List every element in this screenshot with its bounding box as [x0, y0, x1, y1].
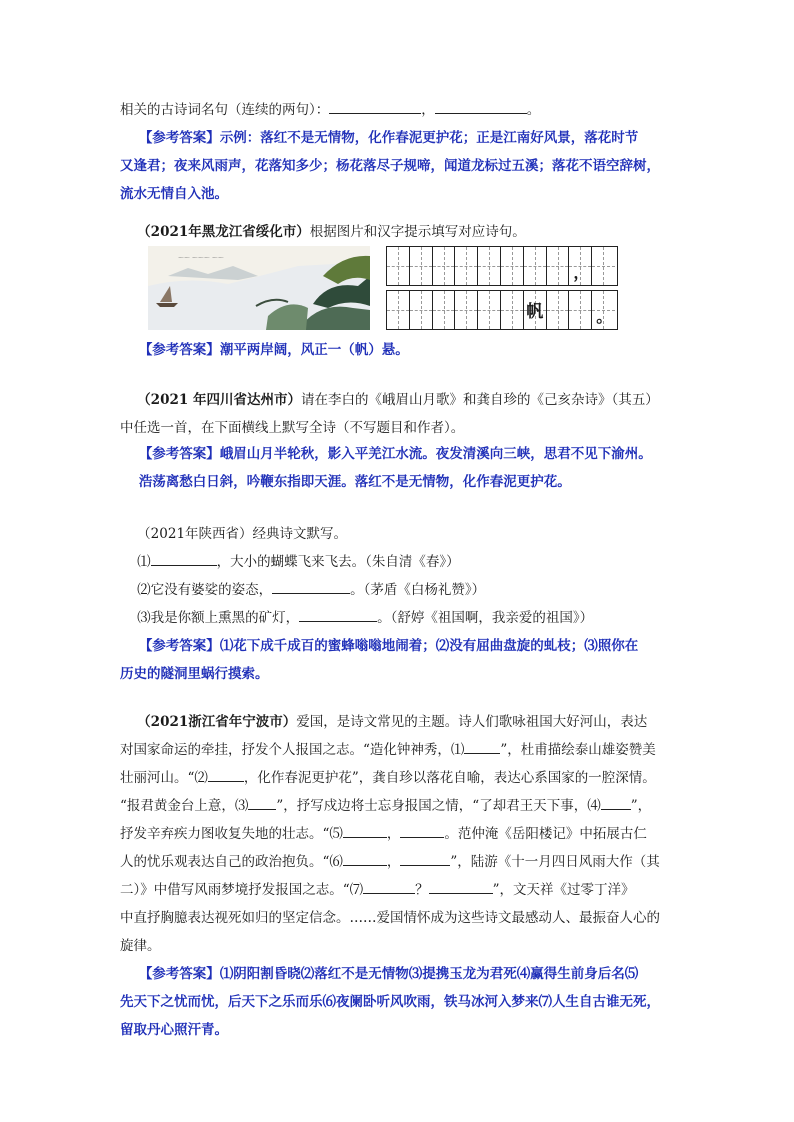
- answer-block: 【参考答案】⑴花下成千成百的蜜蜂嗡嗡地闹着；⑵没有屈曲盘旋的虬枝；⑶照你在: [138, 638, 639, 654]
- question-item: ⑵它没有婆娑的姿态， 。（茅盾《白杨礼赞》）: [120, 576, 680, 604]
- question-item: ⑶我是你额上熏黑的矿灯， 。（舒婷《祖国啊，我亲爱的祖国》）: [120, 604, 680, 632]
- answer-blank[interactable]: [464, 737, 500, 754]
- answer-blank[interactable]: [329, 97, 421, 114]
- question-line: 二）》中借写风雨梦境抒发报国之志。“⑺ ？ ”，文天祥《过零丁洋》: [120, 876, 680, 904]
- question-2: （2021年黑龙江省绥化市）根据图片和汉字提示填写对应诗句。: [137, 224, 526, 240]
- answer-blank[interactable]: [601, 793, 631, 810]
- answer-line: 浩荡离愁白日斜，吟鞭东指即天涯。落红不是无情物，化作春泥更护花。: [138, 474, 571, 490]
- intro-line: 相关的古诗词名句（连续的两句）： ， 。: [120, 96, 680, 124]
- answer-blank[interactable]: [343, 821, 387, 838]
- answer-blank[interactable]: [299, 605, 377, 622]
- answer-block: 【参考答案】潮平两岸阔，风正一（帆）悬。: [138, 342, 409, 358]
- answer-block: 【参考答案】峨眉山月半轮秋，影入平羌江水流。夜发清溪向三峡，思君不见下渝州。: [138, 446, 652, 462]
- question-line: 旋律。: [120, 938, 161, 954]
- answer-blank[interactable]: [248, 793, 276, 810]
- question-line: 人的忧乐观表达自己的政治抱负。“⑹ ， ”，陆游《十一月四日风雨大作（其: [120, 848, 680, 876]
- grid-comma: ，: [573, 263, 590, 282]
- answer-line: 又逢君；夜来风雨声，花落知多少；杨花落尽子规啼，闻道龙标过五溪；落花不语空辞树，: [120, 158, 660, 174]
- answer-line: 历史的隧洞里蜗行摸索。: [120, 666, 269, 682]
- question-line: “报君黄金台上意，⑶ ”，抒写戍边将士忘身报国之情，“了却君王天下事，⑷ ”，: [120, 792, 680, 820]
- question-line: 中任选一首，在下面横线上默写全诗（不写题目和作者）。: [120, 420, 465, 436]
- answer-block: 【参考答案】示例：落红不是无情物，化作春泥更护花；正是江南好风景，落花时节: [138, 130, 639, 146]
- question-line: 抒发辛弃疾力图收复失地的壮志。“⑸ ， 。范仲淹《岳阳楼记》中拓展古仁: [120, 820, 680, 848]
- answer-blank[interactable]: [400, 821, 444, 838]
- landscape-painting: [148, 246, 370, 330]
- question-line: 对国家命运的牵挂，抒发个人报国之志。“造化钟神秀，⑴ ”，杜甫描绘泰山雄姿赞美: [120, 736, 680, 764]
- answer-line: 流水无情自入池。: [120, 186, 228, 202]
- question-line: 壮丽河山。“⑵ ，化作春泥更护花”，龚自珍以落花自喻，表达心系国家的一腔深情。: [120, 764, 680, 792]
- answer-block: 【参考答案】⑴阴阳割昏晓⑵落红不是无情物⑶提携玉龙为君死⑷赢得生前身后名⑸: [138, 966, 639, 982]
- question-3: （2021 年四川省达州市）请在李白的《峨眉山月歌》和龚自珍的《己亥杂诗》（其五）: [137, 392, 659, 408]
- grid-hint-character: 帆: [526, 302, 544, 322]
- answer-blank[interactable]: [151, 549, 217, 566]
- answer-blank[interactable]: [435, 97, 527, 114]
- answer-blank[interactable]: [343, 849, 387, 866]
- answer-line: 留取丹心照汗青。: [120, 1022, 228, 1038]
- question-item: ⑴ ，大小的蝴蝶飞来飞去。（朱自清《春》）: [120, 548, 680, 576]
- answer-line: 先天下之忧而忧，后天下之乐而乐⑹夜阑卧听风吹雨，铁马冰河入梦来⑺人生自古谁无死，: [120, 994, 660, 1010]
- question-5: （2021浙江省年宁波市）爱国，是诗文常见的主题。诗人们歌咏祖国大好河山，表达: [137, 714, 648, 730]
- answer-grid-row-1[interactable]: [386, 246, 618, 286]
- grid-period: 。: [596, 307, 613, 326]
- answer-blank[interactable]: [363, 877, 415, 894]
- answer-blank[interactable]: [429, 877, 493, 894]
- answer-blank[interactable]: [208, 765, 244, 782]
- answer-grid-row-2[interactable]: [386, 290, 618, 330]
- answer-blank[interactable]: [272, 577, 350, 594]
- svg-text:～～ ～～～ ～～: ～～ ～～～ ～～: [178, 255, 224, 262]
- answer-blank[interactable]: [400, 849, 450, 866]
- question-line: 中直抒胸臆表达视死如归的坚定信念。……爱国情怀成为这些诗文最感动人、最振奋人心的: [120, 910, 660, 926]
- question-4: （2021年陕西省）经典诗文默写。: [137, 526, 348, 542]
